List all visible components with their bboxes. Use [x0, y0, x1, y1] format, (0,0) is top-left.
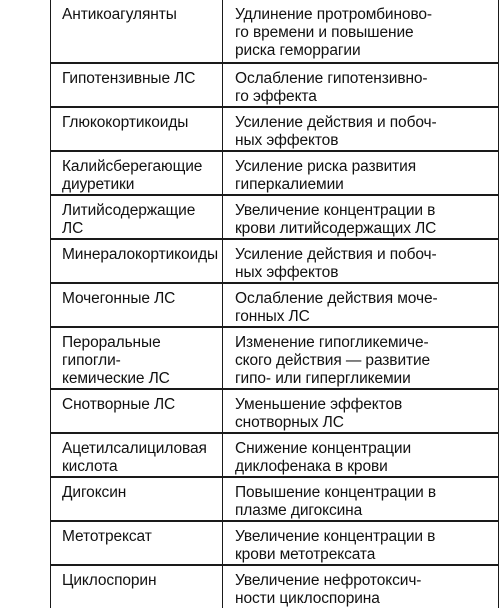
table-row — [51, 63, 499, 107]
drug-name-cell: Пероральные гипогли- кемические ЛС — [51, 327, 223, 389]
interaction-effect-cell: Увеличение концентрации в крови метотрексата — [223, 521, 499, 565]
drug-name-cell: Литийсодержащие ЛС — [51, 195, 223, 239]
drug-name-cell: Гипотензивные ЛС — [51, 63, 223, 107]
drug-name-cell: Снотворные ЛС — [51, 389, 223, 433]
interaction-effect-cell: Увеличение концентрации в крови литийсодержащих ЛС — [223, 195, 499, 239]
table-row — [51, 521, 499, 565]
interaction-effect-cell: Усиление действия и побоч- ных эффектов — [223, 107, 499, 151]
drug-name-cell: Метотрексат — [51, 521, 223, 565]
drug-name-cell: Антикоагулянты — [51, 0, 223, 63]
interaction-effect-cell: Изменение гипогликемиче- ского действия — развитие гипо- или гипергликемии — [223, 327, 499, 389]
interaction-effect-cell: Уменьшение эффектов снотворных ЛС — [223, 389, 499, 433]
drug-name-cell: Калийсберегающие диуретики — [51, 151, 223, 195]
table-row — [51, 433, 499, 477]
drug-name-cell: Глюкокортикоиды — [51, 107, 223, 151]
interaction-effect-cell: Ослабление гипотензивно- го эффекта — [223, 63, 499, 107]
drug-interaction-table — [50, 0, 499, 608]
drug-name-cell: Циклоспорин — [51, 565, 223, 608]
table-row — [51, 283, 499, 327]
interaction-effect-cell: Удлинение протромбиново- го времени и повышение риска геморрагии — [223, 0, 499, 63]
interaction-effect-cell: Снижение концентрации диклофенака в крови — [223, 433, 499, 477]
table-row — [51, 239, 499, 283]
table-row — [51, 389, 499, 433]
table-row — [51, 565, 499, 608]
table-row — [51, 477, 499, 521]
interaction-effect-cell: Увеличение нефротоксич- ности циклоспорина — [223, 565, 499, 608]
table-row — [51, 327, 499, 389]
drug-name-cell: Мочегонные ЛС — [51, 283, 223, 327]
drug-name-cell: Дигоксин — [51, 477, 223, 521]
interaction-effect-cell: Усиление риска развития гиперкалиемии — [223, 151, 499, 195]
drug-name-cell: Ацетилсалициловая кислота — [51, 433, 223, 477]
table-row — [51, 107, 499, 151]
table-row — [51, 0, 499, 63]
interaction-effect-cell: Ослабление действия моче- гонных ЛС — [223, 283, 499, 327]
interaction-effect-cell: Повышение концентрации в плазме дигоксина — [223, 477, 499, 521]
table-row — [51, 195, 499, 239]
interaction-effect-cell: Усиление действия и побоч- ных эффектов — [223, 239, 499, 283]
drug-name-cell: Минералокортикоиды — [51, 239, 223, 283]
table-row — [51, 151, 499, 195]
